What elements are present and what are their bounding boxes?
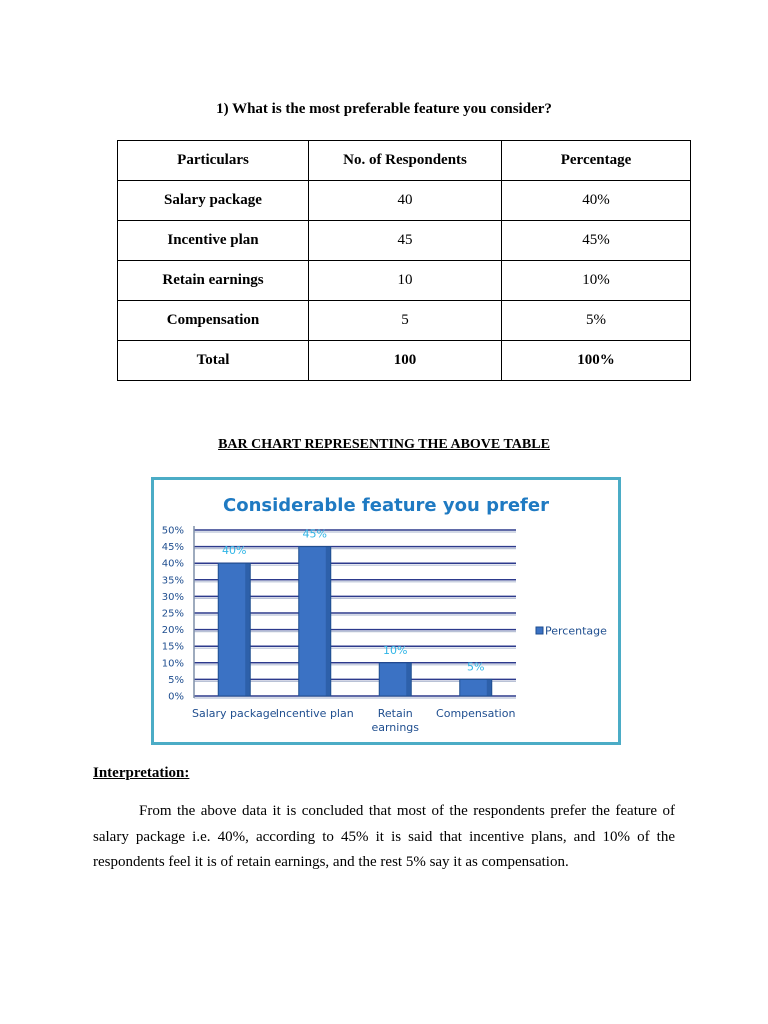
interpretation-title: Interpretation: (93, 765, 190, 781)
cell-respondents: 45 (309, 221, 502, 261)
y-tick-label: 40% (161, 558, 184, 570)
cell-respondents: 5 (309, 301, 502, 341)
cell-percentage: 10% (502, 261, 691, 301)
data-label: 45% (302, 527, 327, 541)
interpretation-body: From the above data it is concluded that most of the respondents prefer the feature of salary package i.e. 40%, according to 45% it is said that incentive plans, and 10% of the respondents feel it is of retain earnings, and the rest 5% say it as compensation. (93, 803, 675, 870)
cell-particular: Incentive plan (118, 221, 309, 261)
x-tick-label: Salary package (192, 707, 277, 720)
cell-percentage: 45% (502, 221, 691, 261)
data-label: 40% (222, 544, 247, 558)
y-tick-label: 35% (161, 575, 184, 587)
total-respondents: 100 (309, 341, 502, 381)
chart-title: Considerable feature you prefer (223, 495, 549, 516)
cell-particular: Salary package (118, 181, 309, 221)
table-row (118, 261, 691, 301)
header-particulars: Particulars (118, 141, 309, 181)
bar-shade (326, 547, 331, 696)
data-label: 10% (383, 643, 408, 657)
cell-respondents: 40 (309, 181, 502, 221)
y-tick-label: 45% (161, 542, 184, 554)
table-row (118, 221, 691, 261)
y-tick-label: 30% (161, 591, 184, 603)
header-respondents: No. of Respondents (309, 141, 502, 181)
bar-shade (245, 563, 250, 696)
y-tick-label: 5% (168, 674, 184, 686)
y-tick-label: 10% (161, 658, 184, 670)
respondents-table (117, 140, 691, 381)
bar-chart-svg (154, 480, 618, 742)
x-tick-label: Incentive plan (275, 707, 354, 720)
y-tick-label: 50% (161, 525, 184, 537)
x-tick-label: Retain earnings (371, 707, 420, 734)
cell-respondents: 10 (309, 261, 502, 301)
total-label: Total (118, 341, 309, 381)
y-tick-label: 15% (161, 641, 184, 653)
table-header-row (118, 141, 691, 181)
bar-shade (487, 679, 492, 696)
data-label: 5% (467, 660, 485, 674)
legend-swatch (536, 627, 543, 634)
chart-heading: BAR CHART REPRESENTING THE ABOVE TABLE (218, 437, 550, 452)
legend-label: Percentage (545, 624, 607, 638)
cell-particular: Retain earnings (118, 261, 309, 301)
cell-particular: Compensation (118, 301, 309, 341)
y-tick-label: 20% (161, 625, 184, 637)
table-row (118, 181, 691, 221)
table-total-row (118, 341, 691, 381)
total-percentage: 100% (502, 341, 691, 381)
header-percentage: Percentage (502, 141, 691, 181)
y-tick-label: 0% (168, 691, 184, 703)
cell-percentage: 40% (502, 181, 691, 221)
y-tick-label: 25% (161, 608, 184, 620)
bar-chart (151, 477, 621, 745)
x-tick-label: Compensation (436, 707, 516, 720)
table-row (118, 301, 691, 341)
question-heading: 1) What is the most preferable feature you consider? (216, 101, 552, 117)
bar-shade (406, 663, 411, 696)
cell-percentage: 5% (502, 301, 691, 341)
